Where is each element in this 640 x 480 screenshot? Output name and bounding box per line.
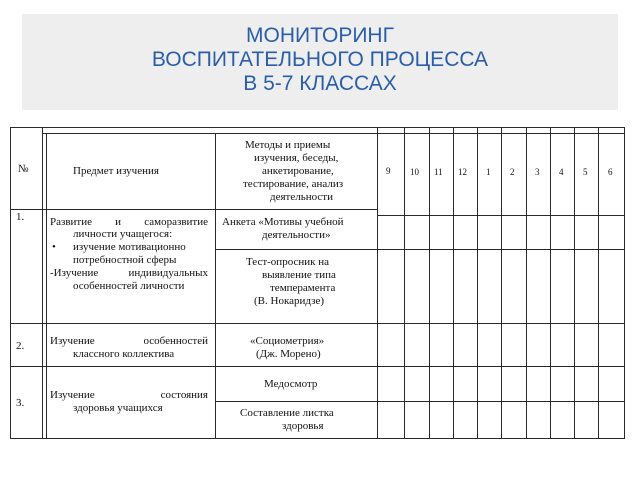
header-grade: 1 <box>486 167 491 177</box>
title-line-2: ВОСПИТАТЕЛЬНОГО ПРОЦЕССА <box>151 48 489 71</box>
method-divider <box>215 249 377 250</box>
header-methods-line: тестирование, анализ <box>243 178 344 190</box>
grade-column-line <box>598 127 599 439</box>
row-number: 1. <box>16 211 25 223</box>
method-line: Тест-опросник на <box>246 256 329 268</box>
table-inner-top <box>42 133 625 134</box>
header-grade: 12 <box>458 167 467 177</box>
method-line: здоровья <box>282 420 324 432</box>
header-grade: 10 <box>410 167 419 177</box>
method-line: деятельности» <box>262 229 331 241</box>
title-line-1: МОНИТОРИНГ <box>246 24 394 47</box>
method-line: Анкета «Мотивы учебной <box>222 216 344 228</box>
header-methods-line: анкетирование, <box>262 165 334 177</box>
subject-line: -Изучение индивидуальных <box>50 267 208 279</box>
grade-column-line <box>477 127 478 439</box>
row-number: 3. <box>16 397 25 409</box>
method-line: (В. Нокаридзе) <box>254 295 325 307</box>
table-border-right <box>624 127 625 439</box>
column-line <box>46 133 47 439</box>
row-divider <box>42 366 377 367</box>
table-border-left <box>10 127 11 439</box>
column-line <box>377 127 378 439</box>
row-divider <box>10 366 42 367</box>
row-divider <box>10 323 42 324</box>
method-line: выявление типа <box>262 269 336 281</box>
grade-column-line <box>501 127 502 439</box>
header-grade: 11 <box>434 167 443 177</box>
subject-line: личности учащегося: <box>73 228 173 240</box>
header-subject: Предмет изучения <box>73 165 159 177</box>
header-methods-line: деятельности <box>270 191 333 203</box>
method-line: (Дж. Морено) <box>256 348 321 360</box>
table-inner-bottom <box>42 438 625 439</box>
subject-line: здоровья учащихся <box>73 402 163 414</box>
header-grade: 9 <box>386 166 391 176</box>
bullet-icon: • <box>52 241 56 253</box>
subject-line: особенностей личности <box>73 280 185 292</box>
subject-line: изучение мотивационно <box>73 241 186 253</box>
header-number: № <box>18 163 29 175</box>
header-grade: 2 <box>510 167 515 177</box>
method-line: темперамента <box>270 282 336 294</box>
row-number: 2. <box>16 340 25 352</box>
header-divider <box>10 209 42 210</box>
header-methods-line: изучения, беседы, <box>254 152 339 164</box>
subject-line: Изучение особенностей <box>50 335 208 347</box>
grade-column-line <box>550 127 551 439</box>
row-divider <box>42 323 377 324</box>
header-divider <box>42 209 377 210</box>
header-grade: 5 <box>583 167 588 177</box>
grade-column-line <box>574 127 575 439</box>
header-grade: 6 <box>608 167 613 177</box>
title-line-3: В 5-7 КЛАССАХ <box>243 72 397 95</box>
subject-line: Развитие и саморазвитие <box>50 216 208 228</box>
subject-line: классного коллектива <box>73 348 175 360</box>
subject-line: Изучение состояния <box>50 389 208 401</box>
table-border-top <box>10 127 625 128</box>
header-grade: 3 <box>535 167 540 177</box>
method-line: Составление листка <box>240 407 334 419</box>
grade-column-line <box>404 127 405 439</box>
header-grade: 4 <box>559 167 564 177</box>
grade-column-line <box>429 127 430 439</box>
method-line: Медосмотр <box>264 378 318 390</box>
header-methods-line: Методы и приемы <box>245 139 331 151</box>
column-line <box>42 127 43 439</box>
grade-column-line <box>526 127 527 439</box>
method-divider <box>215 401 377 402</box>
grade-column-line <box>453 127 454 439</box>
subject-line: потребностной сферы <box>73 254 177 266</box>
method-line: «Социометрия» <box>250 335 325 347</box>
column-line <box>215 133 216 439</box>
